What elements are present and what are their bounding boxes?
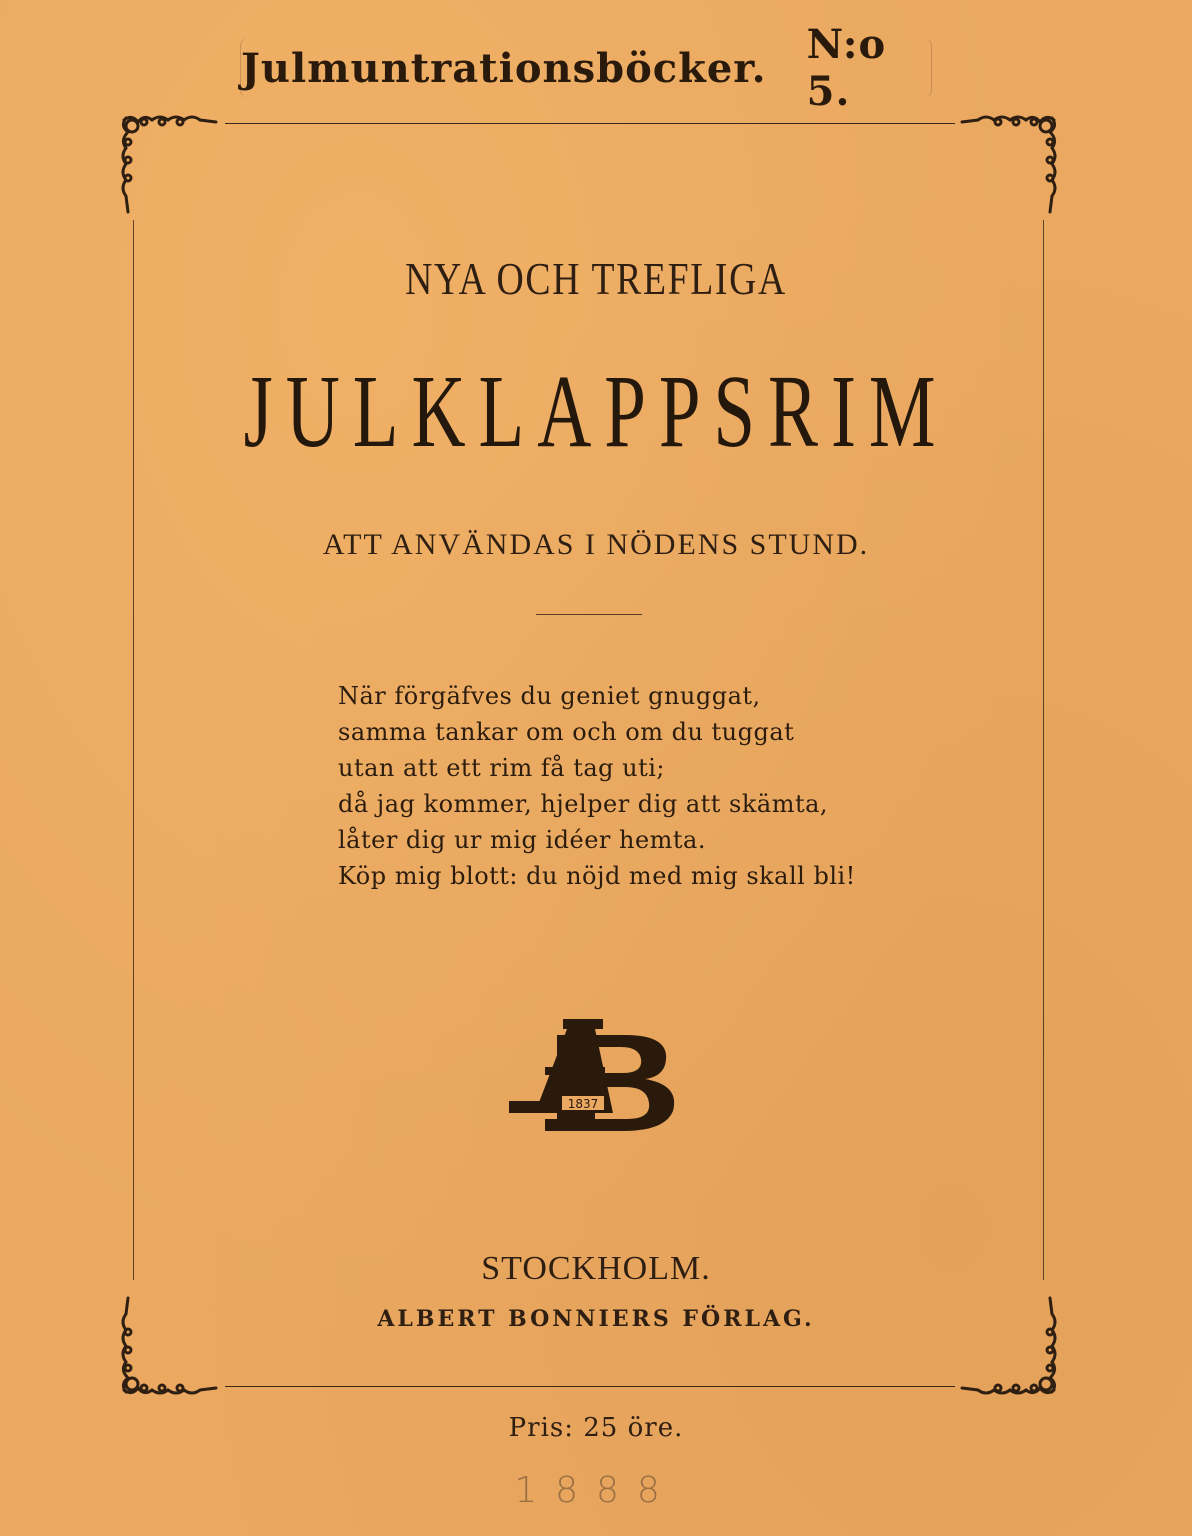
ornament-corner-bottom-right-icon [950,1288,1060,1398]
cover-tagline: ATT ANVÄNDAS I NÖDENS STUND. [322,528,870,561]
series-header [240,21,932,115]
poem-line: då jag kommer, hjelper dig att skämta, [338,790,829,818]
frame-rule-top [225,123,955,124]
poem [338,678,1038,894]
series-number: N:o 5. [806,21,887,115]
handwritten-year: 1888 [514,1470,678,1511]
ornament-corner-top-right-icon [950,112,1060,222]
poem-line: låter dig ur mig idéer hemta. [338,826,706,854]
divider-rule [536,614,642,615]
frame-rule-bottom [225,1386,955,1387]
price-label: Pris: 25 öre. [508,1413,684,1443]
frame-rule-left [133,220,134,1280]
poem-line: När förgäfves du geniet gnuggat, [338,682,761,710]
poem-line: utan att ett rim få tag uti; [338,754,666,782]
cover-title: JULKLAPPSRIM [243,354,949,469]
frame-rule-right [1043,220,1044,1280]
logo-year: 1837 [567,1097,599,1111]
poem-line: Köp mig blott: du nöjd med mig skall bli! [338,862,856,890]
albert-bonnier-monogram-icon [505,1015,685,1135]
ornament-corner-bottom-left-icon [118,1288,228,1398]
ornament-corner-top-left-icon [118,112,228,222]
imprint-city: STOCKHOLM. [481,1250,711,1287]
poem-line: samma tankar om och om du tuggat [338,718,795,746]
series-title: Julmuntrationsböcker. [241,44,767,92]
imprint-publisher: ALBERT BONNIERS FÖRLAG. [377,1306,815,1332]
cover-subtitle: NYA OCH TREFLIGA [405,253,787,304]
